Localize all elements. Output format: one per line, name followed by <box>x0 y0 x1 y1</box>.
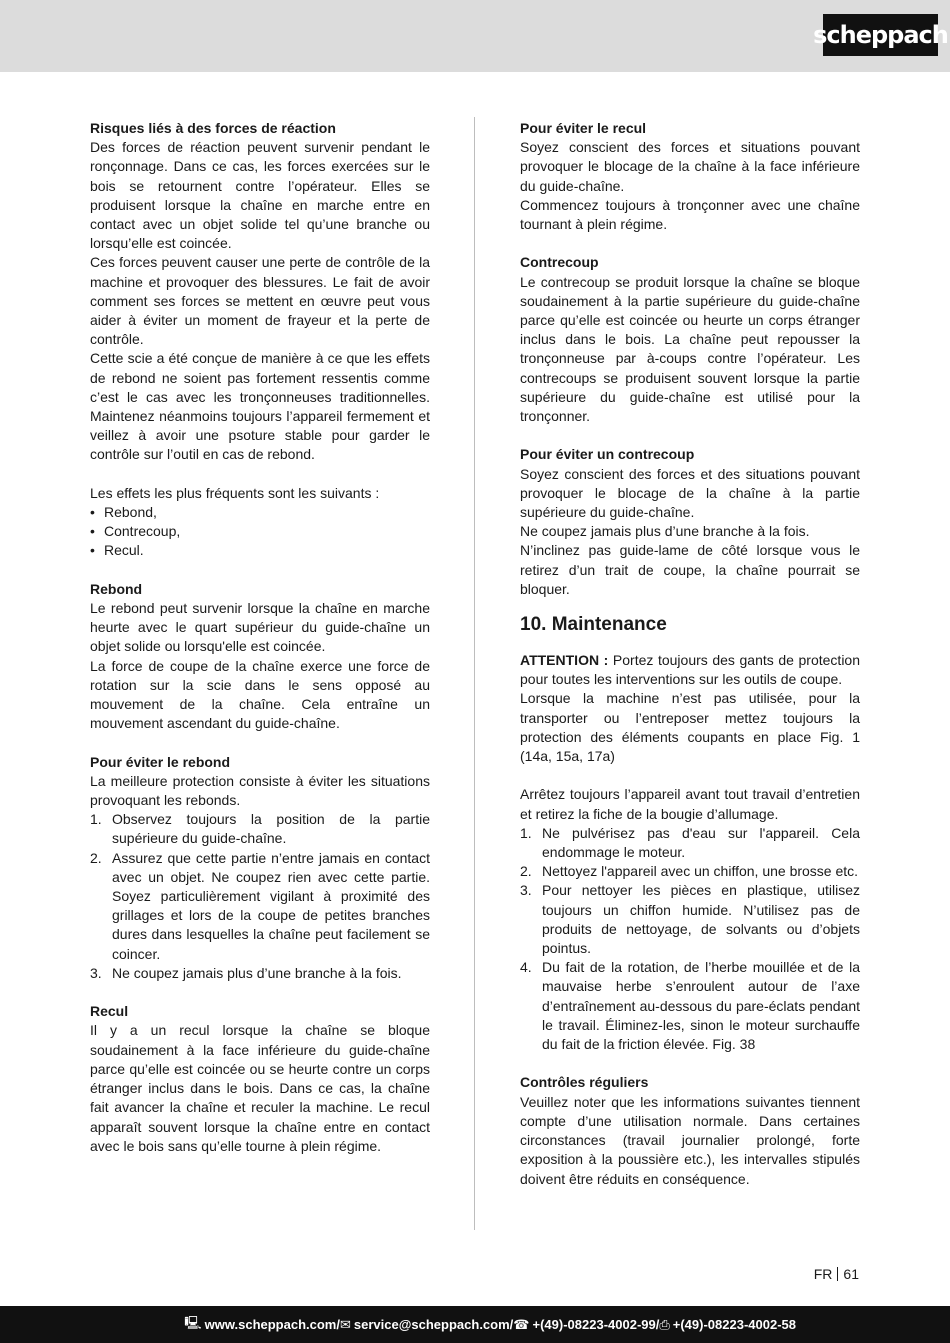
heading-avoid-recul: Pour éviter le recul <box>520 120 647 136</box>
brand-logo <box>813 14 948 56</box>
bullet-icon: • <box>90 523 95 540</box>
paragraph: Des forces de réaction peuvent survenir pendant le ronçonnage. Dans ce cas, les forces exercées sur le bois se retournent contre l’opérateur. Elles se produisent lorsque la chaîne en marche entre en contact avec un objet solide tel qu’une branche ou lorsqu’elle est coincée. <box>90 139 430 252</box>
list-item: 2. Assurez que cette partie n’entre jamais en contact avec un objet. Ne coupez rien avec cette partie. Soyez particulièrement vigilant à proximité des grillages et lors de la coupe de petites branches dures dans lesquelles la chaîne peut facilement se coincer. <box>90 849 430 962</box>
list-item: 2. Nettoyez l'appareil avec un chiffon, une brosse etc. <box>520 863 859 880</box>
language-code: FR <box>813 1266 833 1282</box>
bullet-icon: • <box>90 542 95 559</box>
contact-bar: 🖳 www.scheppach.com / ✉ service@scheppach.com / ☎ +(49)-08223-4002-99 / ⎙ +(49)-08223-4002-58 <box>0 1306 950 1343</box>
page-number-footer <box>814 1265 859 1284</box>
heading-regular-checks: Contrôles réguliers <box>520 1074 649 1091</box>
heading-contrecoup: Contrecoup <box>520 254 599 271</box>
brand-name: scheppach <box>813 21 948 49</box>
paragraph: Ne coupez jamais plus d’une branche à la fois. <box>520 523 810 540</box>
column-divider <box>474 117 475 1230</box>
attention-label: ATTENTION : <box>520 652 609 669</box>
list-item: 3. Pour nettoyer les pièces en plastique, utilisez toujours un chiffon humide. N’utilisez pas de produits de nettoyage, de solvants ou d’objets pointus. <box>520 882 860 957</box>
effects-list <box>90 503 430 561</box>
paragraph: La force de coupe de la chaîne exerce une force de rotation sur la scie dans le sens opposé au mouvement de la chaîne. Cela entraîne un mouvement ascendant du guide-chaîne. <box>90 657 430 732</box>
paragraph: Cette scie a été conçue de manière à ce que les effets de rebond ne soient pas fortement ressentis comme c’est le cas avec les tronçonneuses traditionnelles. Maintenez néanmoins toujours l’appareil fermement et veillez à avoir une psoture stable pour garder le contrôle sur l’outil en cas de rebond. <box>90 350 430 463</box>
attention-paragraph: ATTENTION : Portez toujours des gants de protection pour toutes les interventions sur les outils de coupe. <box>520 652 861 688</box>
paragraph: Le rebond peut survenir lorsque la chaîne en marche heurte avec le quart supérieur du guide-chaîne un objet solide ou lorsqu'elle est coincée. <box>90 600 430 655</box>
paragraph: Les effets les plus fréquents sont les suivants : <box>90 484 380 501</box>
page-number: 61 <box>843 1266 859 1282</box>
divider <box>837 1267 838 1281</box>
paragraph: Le contrecoup se produit lorsque la chaîne se bloque soudainement à la partie supérieure du guide-chaîne parce qu’elle est coincée ou heurte un corps étranger inclus dans le bois. La chaîne peut repousser la tronçonneuse par à-coups contre l’opérateur. Les contrecoups se produisent souvent lorsque la partie supérieure du guide-chaîne est utilisé pour la tronçonner. <box>520 273 860 425</box>
phone-number: +(49)-08223-4002-99 <box>532 1317 656 1332</box>
email-link[interactable]: service@scheppach.com <box>353 1317 510 1332</box>
heading-avoid-contrecoup: Pour éviter un contrecoup <box>520 446 695 463</box>
paragraph: Il y a un recul lorsque la chaîne se bloque soudainement à la face inférieure du guide-chaîne parce qu’elle est coincée ou se heurte contre un corps étranger inclus dans le bois. Dans ce cas, la chaîne fait avancer la chaîne et reculer la machine. Le recul apparaît souvent lorsque la chaîne entre en contact avec le bois sans qu’elle tourne à plein régime. <box>90 1022 430 1154</box>
paragraph: Soyez conscient des forces et situations pouvant provoquer le blocage de la chaîne à la face inférieure du guide-chaîne. <box>520 139 860 194</box>
paragraph: N’inclinez pas guide-lame de côté lorsque vous le retirez d’un trait de coupe, la chaîne pourrait se bloquer. <box>520 542 860 597</box>
section-title-maintenance: 10. Maintenance <box>520 614 667 636</box>
paragraph: Arrêtez toujours l’appareil avant tout travail d’entretien et retirez la fiche de la bougie d’allumage. <box>520 786 860 822</box>
paragraph: Commencez toujours à tronçonner avec une chaîne tournant à plein régime. <box>520 196 860 233</box>
mail-icon: ✉ <box>340 1316 351 1332</box>
list-item: 1. Observez toujours la position de la partie supérieure du guide-chaîne. <box>90 811 430 847</box>
computer-icon: 🖳 <box>184 1314 202 1330</box>
list-item: 1. Ne pulvérisez pas d'eau sur l'appareil. Cela endommage le moteur. <box>520 824 860 861</box>
heading-rebond: Rebond <box>90 580 143 597</box>
maintenance-steps-list <box>520 824 860 1054</box>
list-item: • Recul. <box>90 541 430 560</box>
heading-reaction-forces: Risques liés à des forces de réaction <box>90 120 336 136</box>
list-item: • Contrecoup, <box>90 522 430 541</box>
list-item: • Rebond, <box>90 503 430 522</box>
bullet-icon: • <box>90 504 95 521</box>
website-link[interactable]: www.scheppach.com <box>204 1317 337 1332</box>
phone-icon: ☎ <box>513 1316 530 1332</box>
fax-number: +(49)-08223-4002-58 <box>672 1317 796 1332</box>
list-item: 4. Du fait de la rotation, de l’herbe mouillée et de la mauvaise herbe s’enroulent autour de l’axe d’entraînement au-dessous du pare-éclats pendant le travail. Éliminez-les, sinon le moteur surchauffe du fait de la friction élevée. Fig. 38 <box>520 959 860 1053</box>
list-item: 3. Ne coupez jamais plus d’une branche à la fois. <box>90 964 402 981</box>
section-number: 10. <box>520 614 547 636</box>
header-bar <box>0 0 950 72</box>
right-column <box>520 119 860 1189</box>
paragraph: Soyez conscient des forces et des situations pouvant provoquer le blocage de la chaîne à la partie supérieure du guide-chaîne. <box>520 465 860 521</box>
paragraph: Ces forces peuvent causer une perte de contrôle de la machine et provoquer des blessures. Le fait de avoir comment ses forces se mettent en œuvre peut vous aider à éviter un moment de frayeur et la perte de contrôle. <box>90 254 430 348</box>
fax-icon: ⎙ <box>659 1316 670 1332</box>
heading-avoid-rebond: Pour éviter le rebond <box>90 753 231 770</box>
left-column <box>90 119 430 1156</box>
paragraph: Veuillez noter que les informations suivantes tiennent compte d’une utilisation normale. Dans certaines circonstances (travail journalier prolongé, forte exposition à la poussière etc.), les intervalles stipulés doivent être réduits en conséquence. <box>520 1093 860 1187</box>
heading-recul: Recul <box>90 1003 129 1020</box>
rebond-steps-list <box>90 810 430 983</box>
paragraph: La meilleure protection consiste à éviter les situations provoquant les rebonds. <box>90 772 430 809</box>
paragraph: Lorsque la machine n’est pas utilisée, pour la transporter ou l’entreposer mettez toujours la protection des éléments coupants en place Fig. 1 (14a, 15a, 17a) <box>520 690 860 765</box>
